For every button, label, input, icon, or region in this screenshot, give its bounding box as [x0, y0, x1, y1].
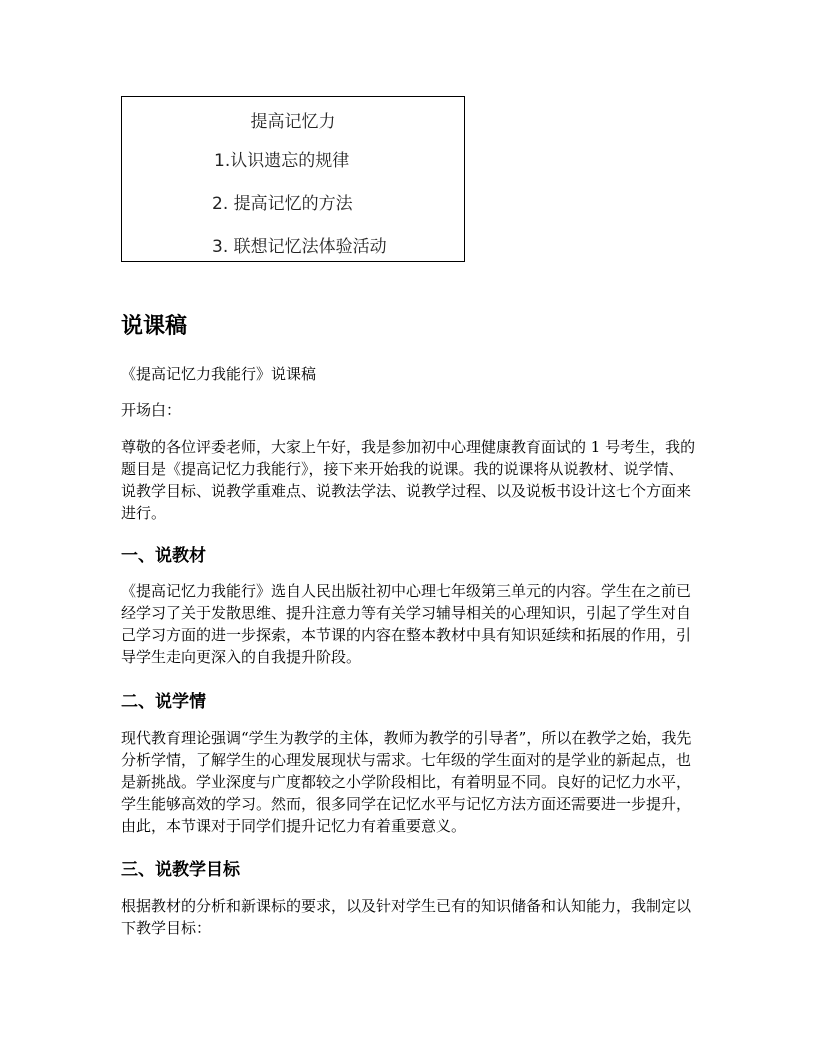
- section-paragraph-textbook: 《提高记忆力我能行》选自人民出版社初中心理七年级第三单元的内容。学生在之前已经学习了关于发散思维、提升注意力等有关学习辅导相关的心理知识，引起了学生对自己学习方面的进一步探索，本节课的内容在整本教材中具有知识延续和拓展的作用，引导学生走向更深入的自我提升阶段。: [121, 582, 692, 666]
- section-heading-objectives: 三、说教学目标: [121, 860, 240, 880]
- opening-label: 开场白：: [121, 401, 182, 419]
- section-heading-textbook: 一、说教材: [121, 546, 206, 566]
- blackboard-item-2: 2. 提高记忆的方法: [212, 194, 353, 214]
- section-paragraph-students: 现代教育理论强调“学生为教学的主体，教师为教学的引导者”，所以在教学之始，我先分析学情，了解学生的心理发展现状与需求。七年级的学生面对的是学业的新起点，也是新挑战。学业深度与广度都较之小学阶段相比，有着明显不同。良好的记忆力水平，学生能够高效的学习。然而，很多同学在记忆水平与记忆方法方面还需要进一步提升，由此，本节课对于同学们提升记忆力有着重要意义。: [121, 729, 692, 835]
- blackboard-design-box: [121, 96, 465, 262]
- blackboard-item-1: 1.认识遗忘的规律: [214, 151, 350, 171]
- section-heading-students: 二、说学情: [121, 692, 206, 712]
- blackboard-title: 提高记忆力: [250, 112, 336, 132]
- blackboard-item-3: 3. 联想记忆法体验活动: [212, 237, 387, 257]
- document-title: 说课稿: [121, 314, 188, 339]
- opening-paragraph: 尊敬的各位评委老师，大家上午好，我是参加初中心理健康教育面试的 1 号考生，我的题目是《提高记忆力我能行》，接下来开始我的说课。我的说课将从说教材、说学情、说教学目标、说教学重难点、说教法学法、说教学过程、以及说板书设计这七个方面来进行。: [121, 438, 696, 522]
- section-paragraph-objectives: 根据教材的分析和新课标的要求，以及针对学生已有的知识储备和认知能力，我制定以下教学目标：: [121, 897, 692, 937]
- lesson-subtitle: 《提高记忆力我能行》说课稿: [121, 365, 317, 383]
